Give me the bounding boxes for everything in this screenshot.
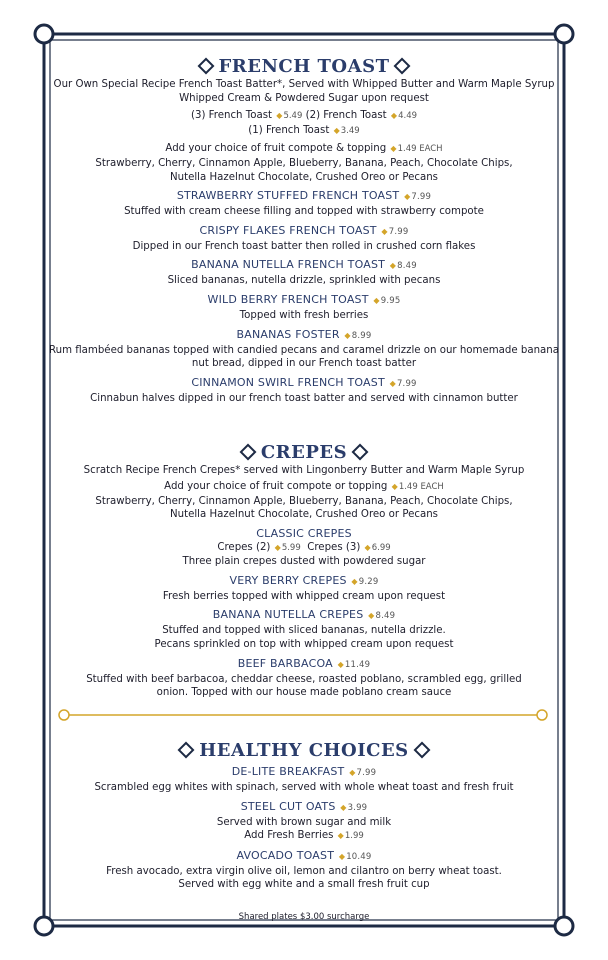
menu-item-desc: Dipped in our French toast batter then rolled in crushed corn flakes xyxy=(132,240,476,252)
section-title-french-toast: FRENCH TOAST xyxy=(44,56,564,78)
menu-item-desc: Served with egg white and a small fresh fruit cup xyxy=(178,879,430,891)
bullet-icon: ◆ xyxy=(349,768,356,777)
menu-item-name: STRAWBERRY STUFFED FRENCH TOAST ◆7.99 xyxy=(176,189,432,203)
menu-item-desc: Scrambled egg whites with spinach, served with whole wheat toast and fresh fruit xyxy=(94,782,514,793)
menu-item-name: WILD BERRY FRENCH TOAST ◆9.95 xyxy=(207,292,401,306)
bullet-icon: ◆ xyxy=(390,111,398,121)
diamond-icon xyxy=(394,57,411,74)
bullet-icon: ◆ xyxy=(389,261,397,271)
menu-item-desc: Stuffed with beef barbacoa, cheddar cheese, roasted poblano, scrambled egg, grilled xyxy=(86,673,522,685)
menu-item-name: BANANAS FOSTER ◆8.99 xyxy=(236,327,372,341)
bullet-icon: ◆ xyxy=(368,611,375,621)
menu-item-name: AVOCADO TOAST ◆10.49 xyxy=(236,848,372,862)
bullet-icon: ◆ xyxy=(373,295,380,305)
menu-item-desc: Fresh berries topped with whipped cream upon request xyxy=(162,590,446,602)
bullet-icon: ◆ xyxy=(381,226,388,236)
bullet-icon: ◆ xyxy=(344,330,351,340)
gold-divider xyxy=(58,707,548,723)
menu-item-desc: nut bread, dipped in our French toast batter xyxy=(191,358,417,370)
bullet-icon: ◆ xyxy=(390,144,397,154)
menu-item-name: CINNAMON SWIRL FRENCH TOAST ◆7.99 xyxy=(191,375,417,389)
menu-item-desc: Pecans sprinkled on top with whipped cream upon request xyxy=(154,639,454,651)
french-toast-toppings: Strawberry, Cherry, Cinnamon Apple, Blueberry, Banana, Peach, Chocolate Chips, xyxy=(95,157,513,169)
menu-content xyxy=(44,56,564,922)
bullet-icon: ◆ xyxy=(389,378,396,388)
menu-item-name: CRISPY FLAKES FRENCH TOAST ◆7.99 xyxy=(199,223,409,237)
diamond-icon xyxy=(239,443,256,460)
menu-item-name: BANANA NUTELLA FRENCH TOAST ◆8.49 xyxy=(191,258,417,272)
menu-item-desc: Stuffed and topped with sliced bananas, nutella drizzle. xyxy=(162,625,446,637)
diamond-icon xyxy=(352,443,369,460)
section-french-toast xyxy=(44,56,564,405)
french-toast-intro: Whipped Cream & Powdered Sugar upon request xyxy=(179,92,429,104)
menu-item-desc: Cinnabun halves dipped in our french toast batter and served with cinnamon butter xyxy=(90,392,518,404)
menu-item-desc: Rum flambéed bananas topped with candied pecans and caramel drizzle on our homemade banana xyxy=(49,344,559,356)
bullet-icon: ◆ xyxy=(333,125,340,135)
diamond-icon xyxy=(197,57,214,74)
bullet-icon: ◆ xyxy=(276,111,283,121)
menu-item-desc: Stuffed with cream cheese filling and topped with strawberry compote xyxy=(124,206,484,218)
crepes-toppings: Strawberry, Cherry, Cinnamon Apple, Blueberry, Banana, Peach, Chocolate Chips, xyxy=(95,495,513,507)
bullet-icon: ◆ xyxy=(351,576,358,586)
menu-item-name: BEEF BARBACOA ◆11.49 xyxy=(237,656,371,670)
bullet-icon: ◆ xyxy=(340,802,347,812)
menu-item-desc: Fresh avocado, extra virgin olive oil, lemon and cilantro on berry wheat toast. xyxy=(106,865,502,877)
section-title-crepes: CREPES xyxy=(44,442,564,464)
section-healthy-choices xyxy=(44,740,564,925)
section-title-healthy: HEALTHY CHOICES xyxy=(44,740,564,762)
classic-crepes-prices: Crepes (2) ◆5.99 Crepes (3) ◆6.99 xyxy=(217,541,391,553)
bullet-icon: ◆ xyxy=(404,192,411,202)
crepes-intro: Scratch Recipe French Crepes* served with Lingonberry Butter and Warm Maple Syrup xyxy=(83,465,525,477)
bullet-icon: ◆ xyxy=(364,542,371,552)
menu-item-name: DE-LITE BREAKFAST ◆7.99 xyxy=(231,765,377,778)
french-toast-counts: (3) French Toast ◆5.49 (2) French Toast ◆4.49 xyxy=(190,110,418,122)
menu-item-name: VERY BERRY CREPES ◆9.29 xyxy=(229,573,379,587)
menu-item-name: BANANA NUTELLA CREPES ◆8.49 xyxy=(212,608,396,622)
french-toast-single: (1) French Toast ◆3.49 xyxy=(248,124,360,136)
crepes-compote: Add your choice of fruit compote or topping ◆1.49 EACH xyxy=(164,480,444,492)
diamond-icon xyxy=(178,741,195,758)
french-toast-intro: Our Own Special Recipe French Toast Batter*, Served with Whipped Butter and Warm Maple Syrup xyxy=(53,79,555,90)
crepes-toppings: Nutella Hazelnut Chocolate, Crushed Oreo or Pecans xyxy=(170,509,438,521)
bullet-icon: ◆ xyxy=(274,542,281,552)
menu-item-desc: Served with brown sugar and milk xyxy=(216,816,392,828)
diamond-icon xyxy=(413,741,430,758)
french-toast-toppings: Nutella Hazelnut Chocolate, Crushed Oreo or Pecans xyxy=(170,171,438,183)
menu-item-desc: Topped with fresh berries xyxy=(239,309,369,321)
footer-note: Shared plates $3.00 surcharge xyxy=(238,911,370,922)
menu-item-desc: onion. Topped with our house made poblano cream sauce xyxy=(156,687,452,699)
bullet-icon: ◆ xyxy=(391,481,398,491)
classic-crepes-desc: Three plain crepes dusted with powdered sugar xyxy=(182,556,426,568)
menu-item-desc: Sliced bananas, nutella drizzle, sprinkled with pecans xyxy=(167,275,441,287)
classic-crepes-title: CLASSIC CREPES xyxy=(256,526,352,540)
french-toast-compote: Add your choice of fruit compote & topping ◆1.49 EACH xyxy=(165,143,443,155)
section-crepes xyxy=(44,442,564,700)
bullet-icon: ◆ xyxy=(337,659,344,669)
add-berries: Add Fresh Berries ◆1.99 xyxy=(244,830,364,842)
bullet-icon: ◆ xyxy=(337,831,344,841)
menu-item-name: STEEL CUT OATS ◆3.99 xyxy=(240,799,368,813)
bullet-icon: ◆ xyxy=(338,851,346,861)
